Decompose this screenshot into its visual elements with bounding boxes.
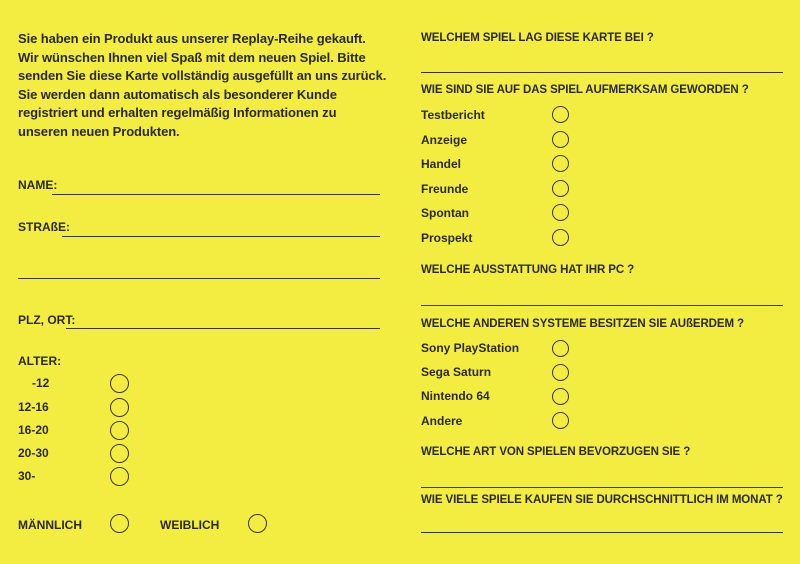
attention-radio-testbericht[interactable] xyxy=(552,106,569,123)
question-game: WELCHEM SPIEL LAG DIESE KARTE BEI ? xyxy=(421,32,654,44)
gender-radio-female[interactable] xyxy=(248,514,267,533)
attention-option-label: Freunde xyxy=(421,182,469,196)
system-checkbox-saturn[interactable] xyxy=(552,364,569,381)
question-pc-specs: WELCHE AUSSTATTUNG HAT IHR PC ? xyxy=(421,264,635,276)
gender-male-label: MÄNNLICH xyxy=(18,518,82,532)
pc-specs-answer-field[interactable] xyxy=(421,305,783,306)
system-option-label: Sega Saturn xyxy=(421,365,492,379)
gender-radio-male[interactable] xyxy=(110,514,129,533)
gender-female-label: WEIBLICH xyxy=(160,518,220,532)
question-games-per-month: WIE VIELE SPIELE KAUFEN SIE DURCHSCHNITTLICH IM MONAT ? xyxy=(421,494,783,506)
system-checkbox-andere[interactable] xyxy=(552,412,569,429)
attention-radio-anzeige[interactable] xyxy=(552,131,569,148)
street-field[interactable] xyxy=(62,236,380,237)
system-option-label: Nintendo 64 xyxy=(421,389,490,403)
intro-line: senden Sie diese Karte vollständig ausgefüllt an uns zurück. xyxy=(18,68,387,83)
age-option-label: -12 xyxy=(32,376,50,390)
attention-option-label: Spontan xyxy=(421,206,469,220)
name-field[interactable] xyxy=(52,194,380,195)
street-label: STRAßE: xyxy=(18,220,70,234)
system-option-label: Andere xyxy=(421,414,463,428)
system-option-label: Sony PlayStation xyxy=(421,341,520,355)
question-game-genres: WELCHE ART VON SPIELEN BEVORZUGEN SIE ? xyxy=(421,446,691,458)
game-genres-answer-field[interactable] xyxy=(421,487,783,488)
intro-text xyxy=(18,30,388,141)
attention-option-label: Anzeige xyxy=(421,133,468,147)
attention-radio-spontan[interactable] xyxy=(552,204,569,221)
intro-line: registriert und erhalten regelmäßig Informationen zu xyxy=(18,105,337,120)
system-checkbox-n64[interactable] xyxy=(552,388,569,405)
intro-line: Sie haben ein Produkt aus unserer Replay-Reihe gekauft. xyxy=(18,31,366,46)
question-attention: WIE SIND SIE AUF DAS SPIEL AUFMERKSAM GEWORDEN ? xyxy=(421,84,749,96)
name-label: NAME: xyxy=(18,178,58,192)
games-per-month-answer-field[interactable] xyxy=(421,532,783,533)
game-answer-field[interactable] xyxy=(421,72,783,73)
age-label: ALTER: xyxy=(18,354,62,368)
age-radio-12-16[interactable] xyxy=(110,398,129,417)
plz-ort-field[interactable] xyxy=(66,328,380,329)
system-checkbox-playstation[interactable] xyxy=(552,340,569,357)
attention-option-label: Handel xyxy=(421,157,462,171)
intro-line: unseren neuen Produkten. xyxy=(18,123,180,139)
age-option-label: 16-20 xyxy=(18,423,49,437)
age-option-label: 30- xyxy=(18,469,36,483)
intro-line: Wir wünschen Ihnen viel Spaß mit dem neuen Spiel. Bitte xyxy=(18,49,366,65)
street-field-line-2[interactable] xyxy=(18,278,380,279)
attention-option-label: Testbericht xyxy=(421,108,485,122)
age-option-label: 12-16 xyxy=(18,400,49,414)
attention-radio-handel[interactable] xyxy=(552,155,569,172)
question-other-systems: WELCHE ANDEREN SYSTEME BESITZEN SIE AUßERDEM ? xyxy=(421,318,744,330)
age-option-label: 20-30 xyxy=(18,446,49,460)
attention-radio-prospekt[interactable] xyxy=(552,229,569,246)
age-radio-30-plus[interactable] xyxy=(110,467,129,486)
age-radio-16-20[interactable] xyxy=(110,421,129,440)
age-radio-under-12[interactable] xyxy=(110,374,129,393)
attention-option-label: Prospekt xyxy=(421,231,473,245)
intro-line: Sie werden dann automatisch als besonderer Kunde xyxy=(18,86,337,102)
attention-radio-freunde[interactable] xyxy=(552,180,569,197)
age-radio-20-30[interactable] xyxy=(110,444,129,463)
plz-ort-label: PLZ, ORT: xyxy=(18,313,76,327)
